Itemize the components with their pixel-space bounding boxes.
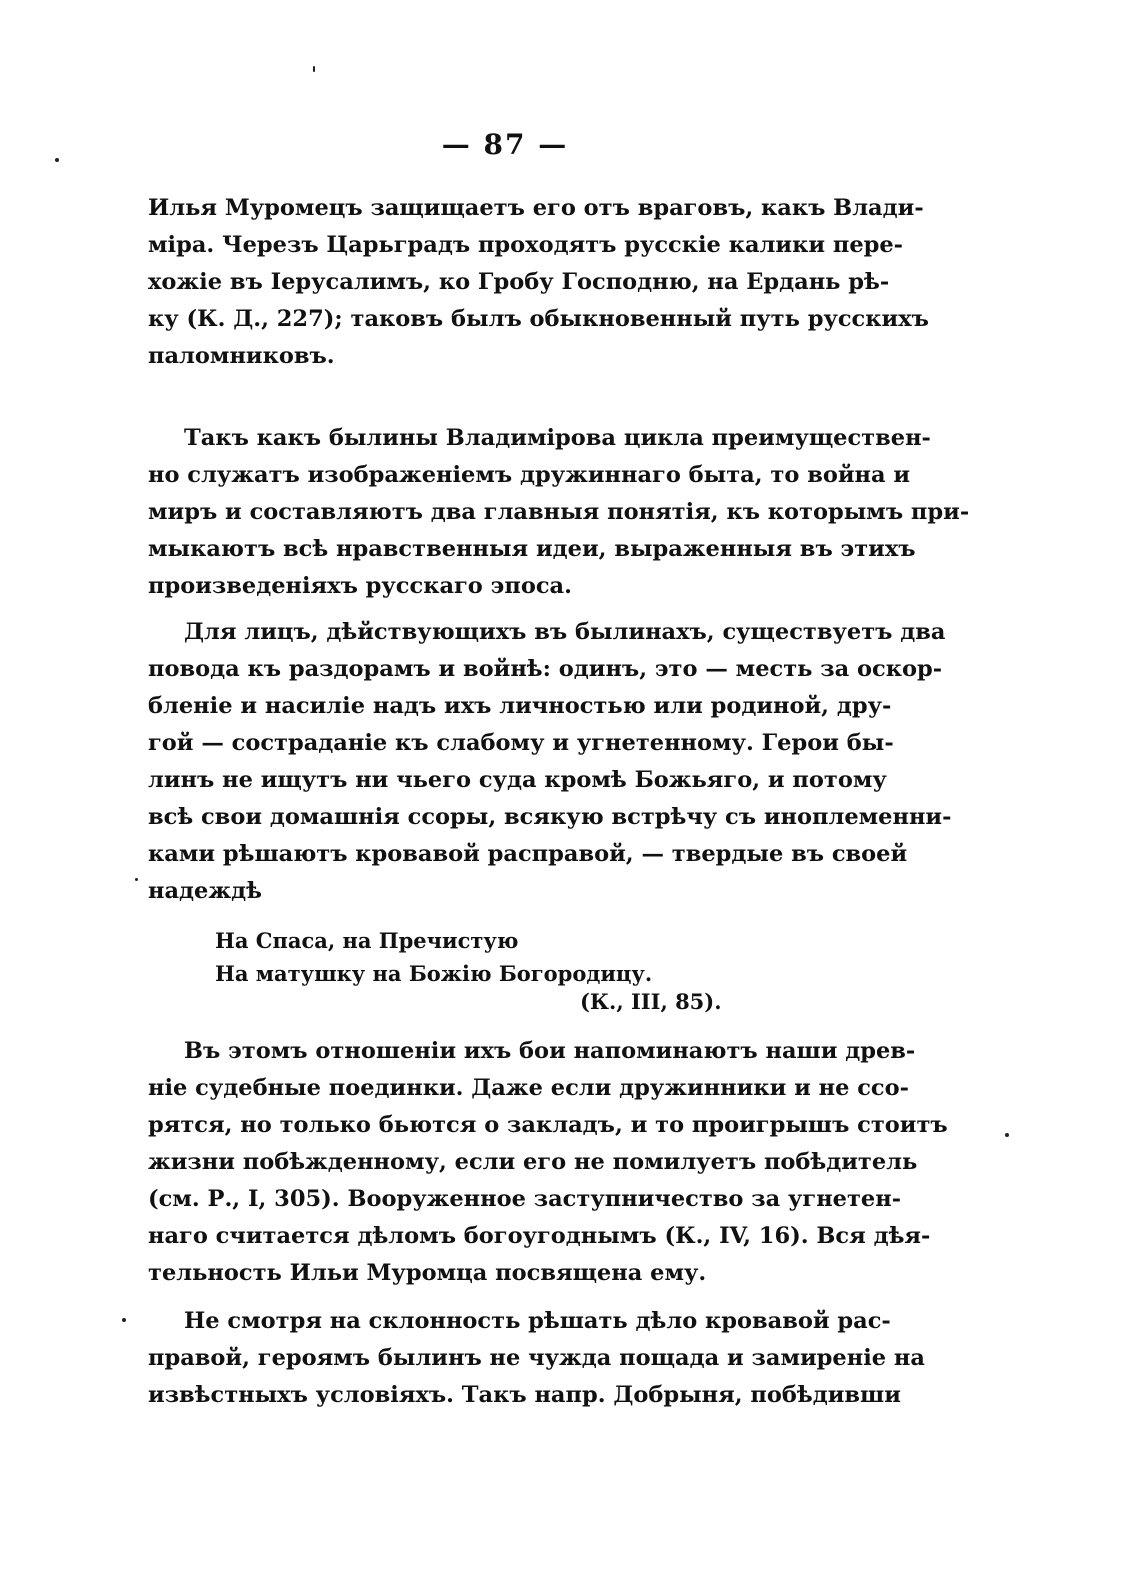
text-line: гой — состраданіе къ слабому и угнетенному. Герои бы-	[148, 730, 894, 756]
scan-speck	[135, 878, 138, 881]
text-line: Такъ какъ былины Владимірова цикла преимуществен-	[184, 425, 931, 451]
paragraph-5	[148, 1303, 925, 1414]
text-line: (см. Р., I, 305). Вооруженное заступничество за угнетен-	[148, 1186, 902, 1212]
text-line: жизни побѣжденному, если его не помилуетъ побѣдитель	[148, 1149, 918, 1175]
verse-quote	[215, 924, 775, 990]
text-line: тельность Ильи Муромца посвящена ему.	[148, 1260, 707, 1286]
text-line: Въ этомъ отношеніи ихъ бои напоминаютъ наши древ-	[184, 1038, 916, 1064]
text-line: паломниковъ.	[148, 343, 335, 369]
text-line: произведеніяхъ русскаго эпоса.	[148, 573, 572, 599]
scan-speck	[122, 1318, 126, 1322]
text-line: ку (К. Д., 227); таковъ былъ обыкновенный путь русскихъ	[148, 306, 929, 332]
text-line: Не смотря на склонность рѣшать дѣло кровавой рас-	[184, 1308, 891, 1334]
text-line: линъ не ищутъ ни чьего суда кромѣ Божьяго, и потому	[148, 767, 887, 793]
text-line: ками рѣшаютъ кровавой расправой, — твердые въ своей	[148, 841, 908, 867]
text-line: но служатъ изображеніемъ дружиннаго быта, то война и	[148, 462, 911, 488]
paragraph-1	[148, 190, 929, 375]
paragraph-2	[148, 420, 970, 605]
text-line: рятся, но только бьются о закладъ, и то проигрышъ стоитъ	[148, 1112, 948, 1138]
verse-line: На матушку на Божію Богородицу.	[215, 961, 653, 986]
verse-citation: (К., III, 85).	[580, 989, 722, 1014]
text-line: Для лицъ, дѣйствующихъ въ былинахъ, существуетъ два	[184, 619, 946, 645]
text-line: наго считается дѣломъ богоугоднымъ (К., IV, 16). Вся дѣя-	[148, 1223, 931, 1249]
scan-speck	[55, 158, 59, 162]
text-line: миръ и составляютъ два главныя понятія, къ которымъ при-	[148, 499, 970, 525]
text-line: бленіе и насиліе надъ ихъ личностью или родиной, дру-	[148, 693, 892, 719]
text-line: повода къ раздорамъ и войнѣ: одинъ, это — месть за оскор-	[148, 656, 943, 682]
verse-line: На Спаса, на Пречистую	[215, 928, 519, 953]
scan-speck	[313, 66, 315, 72]
paragraph-4	[148, 1033, 948, 1292]
paragraph-3	[148, 614, 952, 910]
text-line: ніе судебные поединки. Даже если дружинники и не ссо-	[148, 1075, 909, 1101]
text-line: всѣ свои домашнія ссоры, всякую встрѣчу съ иноплеменни-	[148, 804, 952, 830]
text-line: правой, героямъ былинъ не чужда пощада и замиреніе на	[148, 1345, 925, 1371]
scan-speck	[1005, 1133, 1009, 1137]
text-line: надеждѣ	[148, 878, 262, 904]
text-line: мыкаютъ всѣ нравственныя идеи, выраженныя въ этихъ	[148, 536, 916, 562]
text-line: хожіе въ Іерусалимъ, ко Гробу Господню, на Ердань рѣ-	[148, 269, 890, 295]
page-number: — 87 —	[441, 128, 569, 161]
text-line: извѣстныхъ условіяхъ. Такъ напр. Добрыня, побѣдивши	[148, 1382, 901, 1408]
text-line: міра. Черезъ Царьградъ проходятъ русскіе калики пере-	[148, 232, 904, 258]
text-line: Илья Муромецъ защищаетъ его отъ враговъ, какъ Влади-	[148, 195, 924, 221]
